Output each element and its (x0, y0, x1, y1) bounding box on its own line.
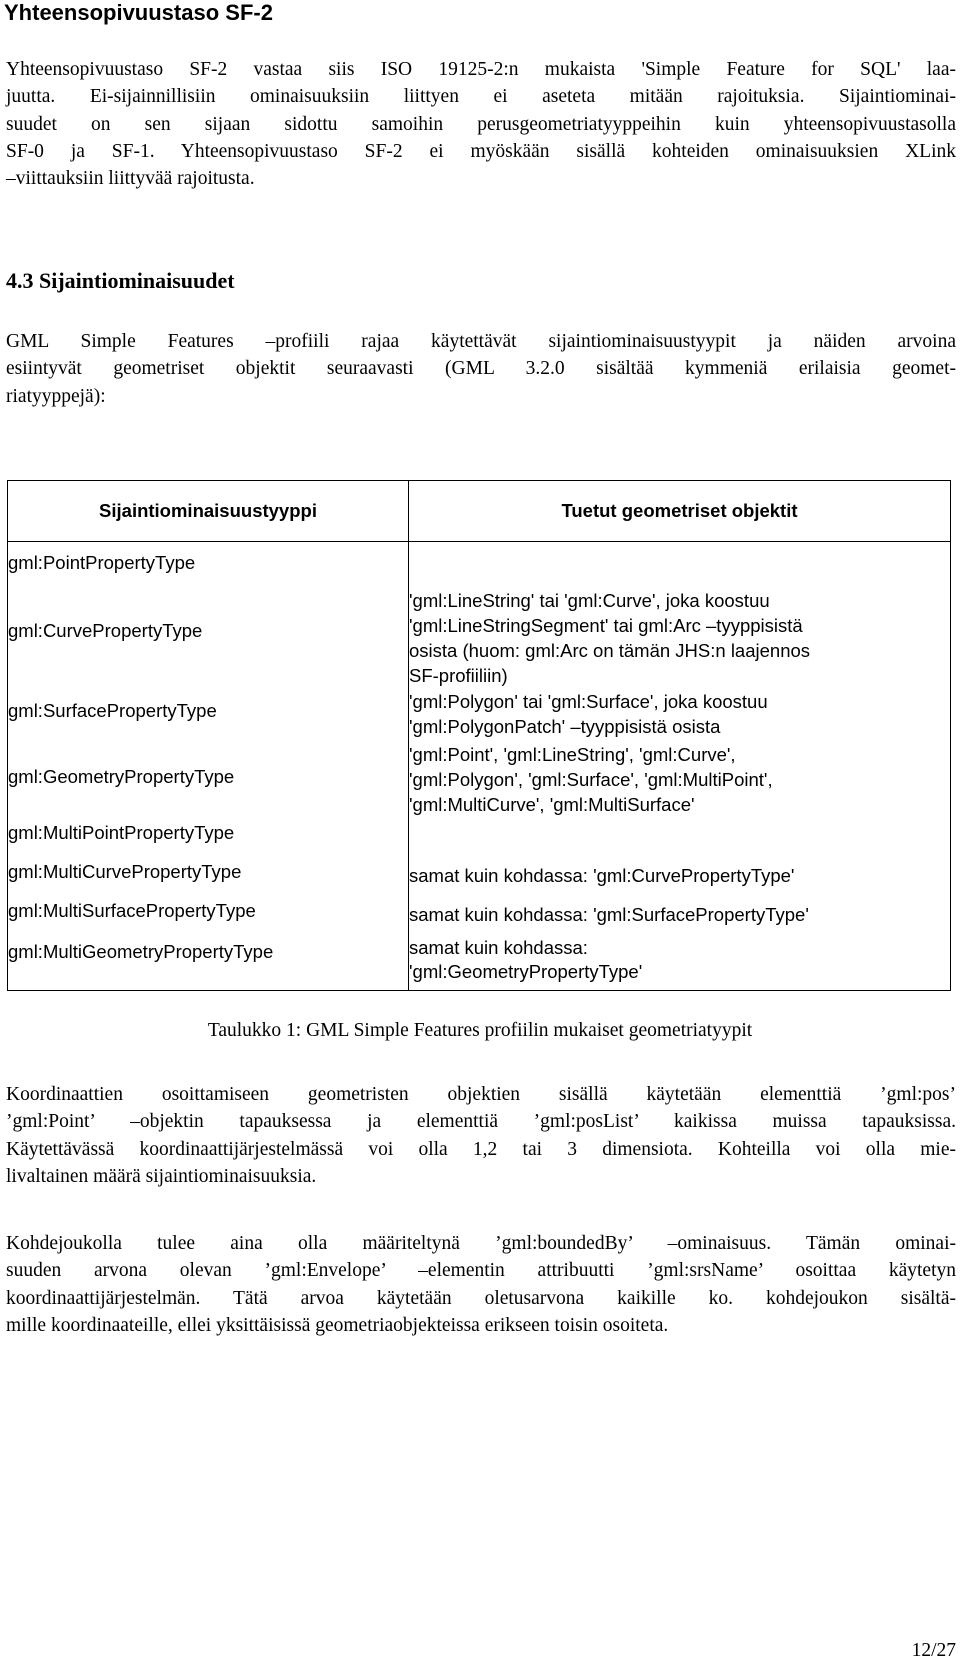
object-line: SF-profiiliin) (409, 665, 508, 686)
object-line: osista (huom: gml:Arc on tämän JHS:n laajennos (409, 640, 811, 661)
type-item: gml:MultiCurvePropertyType (8, 861, 242, 882)
text-line: esiintyvät geometriset objektit seuraavasti (GML 3.2.0 sisältää kymmeniä erilaisia geomet- (6, 358, 956, 380)
object-line: 'gml:GeometryPropertyType' (409, 961, 643, 982)
text-line: suudet on sen sijaan sidottu samoihin perusgeometriatyyppeihin kuin yhteensopivuustasolla (6, 113, 956, 135)
object-line: 'gml:MultiCurve', 'gml:MultiSurface' (409, 794, 695, 815)
text-line: suuden arvona olevan ’gml:Envelope’ –elementin attribuutti ’gml:srsName’ osoittaa käytetyn (6, 1260, 956, 1282)
table-row (8, 542, 951, 991)
section-heading: Yhteensopivuustaso SF-2 (4, 0, 273, 25)
text-line: koordinaattijärjestelmän. Tätä arvoa käytetään oletusarvona kaikille ko. kohdejoukon sisältä- (6, 1287, 956, 1309)
object-line: 'gml:LineStringSegment' tai gml:Arc –tyyppisistä (409, 615, 803, 636)
table-header-row (8, 481, 951, 542)
type-item: gml:CurvePropertyType (8, 620, 203, 641)
object-line: 'gml:LineString' tai 'gml:Curve', joka koostuu (409, 590, 770, 611)
text-line: juutta. Ei-sijainnillisiin ominaisuuksiin liittyen ei aseteta mitään rajoituksia. Sijaintiominai- (6, 86, 956, 108)
type-item: gml:PointPropertyType (8, 552, 196, 573)
type-item: gml:MultiSurfacePropertyType (8, 900, 256, 921)
objects-block-curve (409, 588, 950, 688)
text-line: mille koordinaateille, ellei yksittäisissä geometriaobjekteissa erikseen toisin osoiteta. (6, 1314, 669, 1336)
text-line: GML Simple Features –profiili rajaa käytettävät sijaintiominaisuustyypit ja näiden arvoina (6, 331, 956, 352)
object-line: 'gml:Point', 'gml:LineString', 'gml:Curve', (409, 744, 736, 765)
table-caption: Taulukko 1: GML Simple Features profiilin mukaiset geometriatyypit (207, 1020, 753, 1041)
text-line: Yhteensopivuustaso SF-2 vastaa siis ISO 19125-2:n mukaista 'Simple Feature for SQL' laa- (6, 59, 956, 80)
type-item: gml:MultiPointPropertyType (8, 822, 235, 843)
type-item: gml:GeometryPropertyType (8, 766, 235, 787)
text-line: Kohdejoukolla tulee aina olla määriteltynä ’gml:boundedBy’ –ominaisuus. Tämän ominai- (6, 1233, 956, 1254)
text-line: riatyyppejä): (6, 385, 106, 407)
column-header: Tuetut geometriset objektit (409, 481, 951, 542)
subsection-heading: 4.3 Sijaintiominaisuudet (6, 268, 235, 293)
object-line: 'gml:Polygon' tai 'gml:Surface', joka koostuu (409, 691, 768, 712)
paragraph-profile (6, 328, 956, 410)
objects-block-geometry (409, 742, 950, 817)
object-line: 'gml:Polygon', 'gml:Surface', 'gml:MultiPoint', (409, 769, 773, 790)
paragraph-sf2 (6, 56, 956, 192)
text-line: Käytettävässä koordinaattijärjestelmässä voi olla 1,2 tai 3 dimensiota. Kohteilla voi olla mie- (6, 1138, 956, 1160)
text-line: –viittauksiin liittyvää rajoitusta. (6, 168, 255, 190)
text-line: ’gml:Point’ –objektin tapauksessa ja elementtiä ’gml:posList’ kaikissa muissa tapauksissa. (6, 1111, 956, 1133)
object-line: samat kuin kohdassa: 'gml:CurvePropertyType' (409, 865, 795, 886)
type-item: gml:MultiGeometryPropertyType (8, 941, 274, 962)
object-line: samat kuin kohdassa: (409, 937, 588, 958)
text-line: SF-0 ja SF-1. Yhteensopivuustaso SF-2 ei myöskään sisällä kohteiden ominaisuuksien XLink (6, 140, 956, 162)
column-header: Sijaintiominaisuustyyppi (8, 481, 409, 542)
table-cell-objects (409, 542, 951, 991)
paragraph-coordinates (6, 1081, 956, 1190)
object-line: samat kuin kohdassa: 'gml:SurfacePropertyType' (409, 904, 809, 925)
object-line: 'gml:PolygonPatch' –tyyppisistä osista (409, 716, 721, 737)
text-line: livaltainen määrä sijaintiominaisuuksia. (6, 1165, 317, 1187)
text-line: Koordinaattien osoittamiseen geometristen objektien sisällä käytetään elementtiä ’gml:pos’ (6, 1084, 956, 1105)
objects-block-surface (409, 689, 950, 739)
type-item: gml:SurfacePropertyType (8, 700, 217, 721)
geometry-types-table (7, 480, 951, 991)
paragraph-boundedby (6, 1230, 956, 1339)
table-cell-types (8, 542, 409, 991)
page-number: 12/27 (911, 1640, 956, 1661)
